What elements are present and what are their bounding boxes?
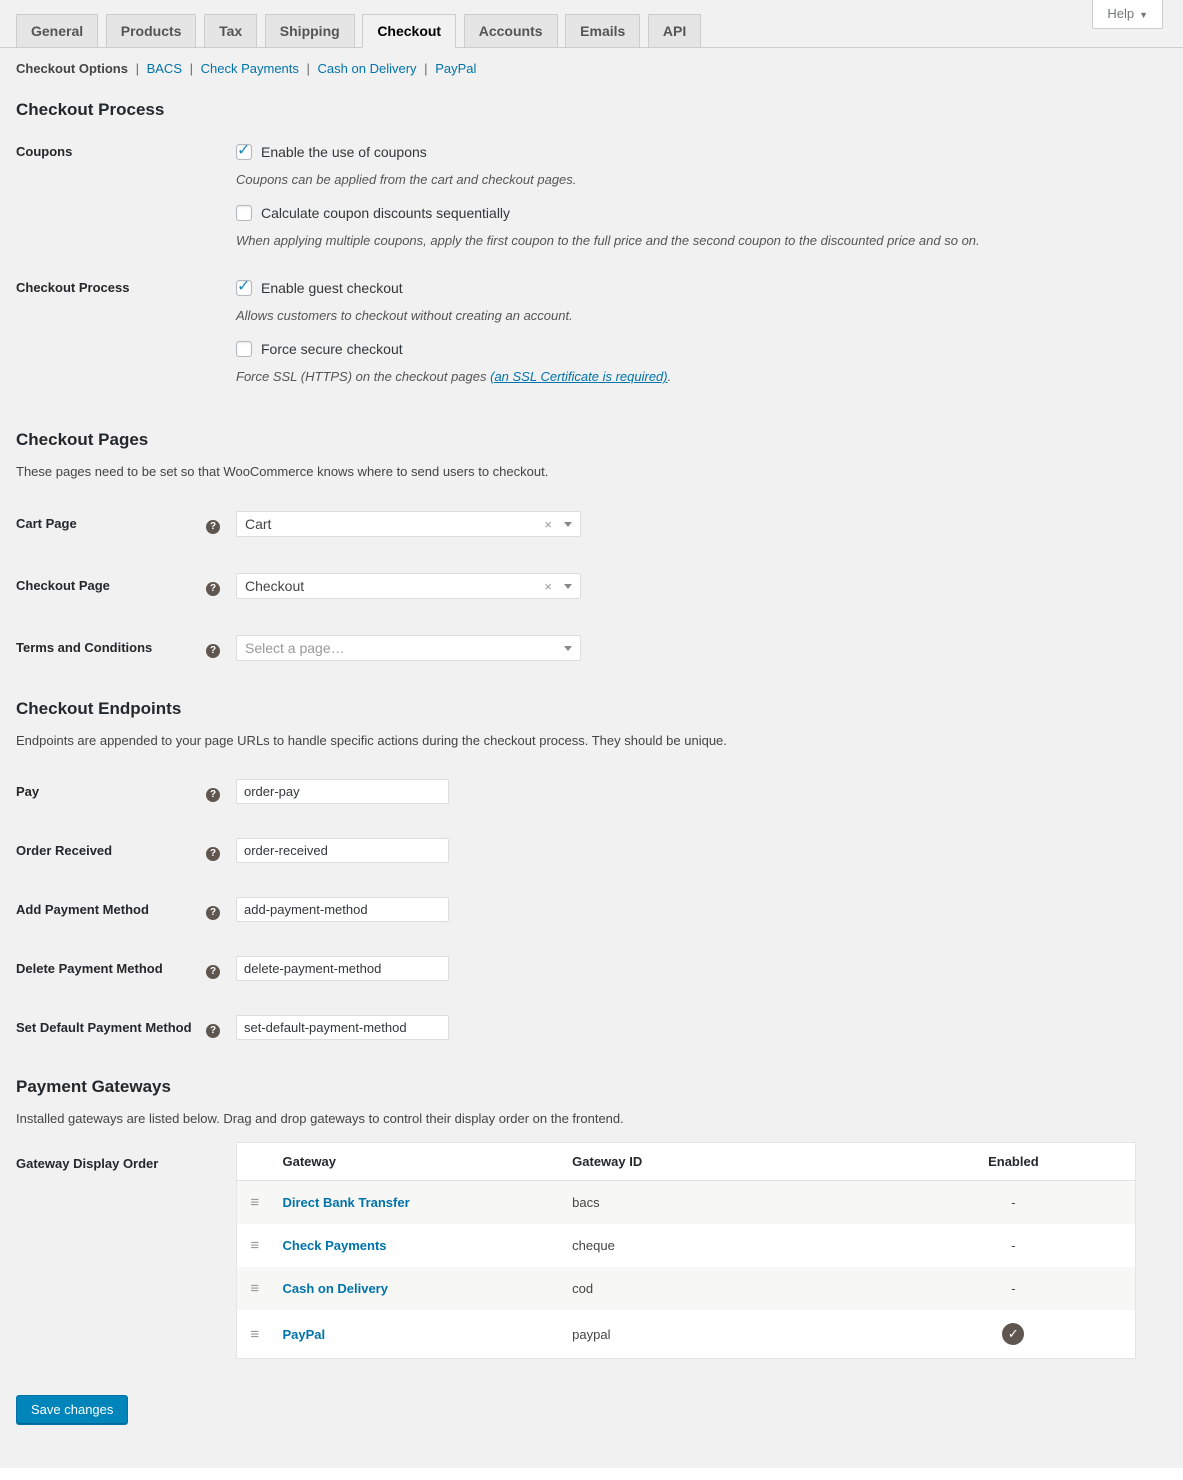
help-tip-icon[interactable]: ?: [206, 1024, 220, 1038]
delete-payment-method-endpoint-row: [0, 939, 1183, 998]
table-row-paypal: [237, 1310, 1136, 1359]
drag-handle-icon[interactable]: ≡: [250, 1194, 260, 1211]
help-tip-icon[interactable]: ?: [206, 788, 220, 802]
table-row-cheque: [237, 1224, 1136, 1267]
gateway-id-cheque: cheque: [572, 1238, 615, 1253]
subnav-cash-on-delivery[interactable]: Cash on Delivery: [317, 61, 417, 76]
subnav-checkout-options[interactable]: Checkout Options: [16, 61, 128, 76]
tab-emails[interactable]: Emails: [565, 14, 640, 48]
sequential-coupons-checkbox[interactable]: [236, 205, 252, 221]
drag-handle-icon[interactable]: ≡: [250, 1280, 260, 1297]
cart-page-select[interactable]: [236, 511, 581, 537]
add-payment-method-endpoint-label: Add Payment Method: [16, 902, 149, 917]
checkout-process-row: [0, 266, 1183, 402]
chevron-down-icon: [564, 584, 572, 589]
help-tip-icon[interactable]: ?: [206, 520, 220, 534]
gateway-link-paypal[interactable]: PayPal: [282, 1326, 326, 1342]
tab-api[interactable]: API: [648, 14, 701, 48]
pay-endpoint-label: Pay: [16, 784, 40, 799]
subnav-separator: |: [189, 61, 194, 76]
add-payment-method-endpoint-input[interactable]: [236, 897, 449, 922]
order-received-endpoint-input[interactable]: [236, 838, 449, 863]
checkout-subnav: [16, 61, 1167, 76]
gateway-id-paypal: paypal: [572, 1326, 611, 1342]
checkout-page-select[interactable]: [236, 573, 581, 599]
gateway-id-cod: cod: [562, 1267, 892, 1310]
enable-coupons-description: Coupons can be applied from the cart and checkout pages.: [236, 172, 577, 187]
subnav-paypal[interactable]: PayPal: [435, 61, 477, 76]
terms-page-placeholder: Select a page…: [245, 640, 345, 656]
subnav-separator: |: [135, 61, 139, 76]
table-row-cod: [237, 1267, 1136, 1310]
settings-tab-bar: [0, 0, 1183, 48]
delete-payment-method-endpoint-label: Delete Payment Method: [16, 961, 163, 976]
help-button[interactable]: [1092, 0, 1163, 29]
enabled-check-icon: ✓: [1002, 1323, 1024, 1345]
cart-page-row: [0, 493, 1183, 555]
help-tip-icon[interactable]: ?: [206, 847, 220, 861]
guest-checkout-checkbox[interactable]: [236, 280, 252, 296]
table-row-bacs: [237, 1181, 1136, 1225]
subnav-separator: |: [424, 61, 428, 76]
set-default-payment-method-endpoint-label: Set Default Payment Method: [16, 1020, 192, 1035]
help-spacer: [206, 280, 236, 281]
gateways-table: [236, 1142, 1136, 1359]
chevron-down-icon: [564, 646, 572, 651]
help-label: Help: [1107, 6, 1135, 21]
help-spacer: [206, 144, 236, 145]
payment-gateways-description: Installed gateways are listed below. Drag and drop gateways to control their display order on the frontend.: [16, 1111, 624, 1126]
checkout-pages-description: These pages need to be set so that WooCommerce knows where to send users to checkout.: [16, 464, 549, 479]
enabled-status: -: [1011, 1238, 1016, 1253]
ssl-certificate-link[interactable]: (an SSL Certificate is required): [490, 369, 668, 384]
checkout-pages-title: Checkout Pages: [16, 430, 149, 449]
pay-endpoint-row: [0, 762, 1183, 821]
clear-icon[interactable]: ×: [544, 578, 552, 594]
checkout-process-title: Checkout Process: [16, 100, 165, 119]
enable-coupons-checkbox[interactable]: [236, 144, 252, 160]
bottom-strip: [0, 1468, 1183, 1480]
terms-page-row: [0, 617, 1183, 679]
help-tip-icon[interactable]: ?: [206, 644, 220, 658]
secure-checkout-checkbox[interactable]: [236, 341, 252, 357]
terms-page-select[interactable]: [236, 635, 581, 661]
enabled-status: -: [1011, 1281, 1016, 1296]
guest-checkout-description: Allows customers to checkout without creating an account.: [236, 308, 573, 323]
drag-handle-icon[interactable]: ≡: [250, 1237, 260, 1254]
coupons-label: Coupons: [16, 144, 73, 159]
checkout-page-row: [0, 555, 1183, 617]
help-tip-icon[interactable]: ?: [206, 582, 220, 596]
subnav-separator: |: [306, 61, 310, 76]
gateway-link-direct-bank-transfer[interactable]: Direct Bank Transfer: [282, 1195, 410, 1210]
tab-general[interactable]: General: [16, 14, 98, 48]
sequential-coupons-label[interactable]: Calculate coupon discounts sequentially: [261, 205, 511, 221]
help-tip-icon[interactable]: ?: [206, 906, 220, 920]
checkout-page-value: Checkout: [245, 578, 305, 594]
tab-shipping[interactable]: Shipping: [265, 14, 355, 48]
cart-page-label: Cart Page: [16, 516, 77, 531]
guest-checkout-label[interactable]: Enable guest checkout: [261, 280, 403, 296]
help-tip-icon[interactable]: ?: [206, 965, 220, 979]
payment-gateways-title: Payment Gateways: [16, 1077, 171, 1096]
order-received-endpoint-row: [0, 821, 1183, 880]
checkout-endpoints-description: Endpoints are appended to your page URLs to handle specific actions during the checkout process. They should be unique.: [16, 733, 727, 748]
coupons-row: [0, 120, 1183, 266]
secure-checkout-label[interactable]: Force secure checkout: [261, 341, 403, 357]
secure-checkout-desc-end: .: [667, 369, 672, 384]
clear-icon[interactable]: ×: [544, 516, 552, 532]
checkout-process-label: Checkout Process: [16, 280, 130, 295]
delete-payment-method-endpoint-input[interactable]: [236, 956, 449, 981]
check-icon: ✓: [237, 142, 251, 159]
tab-checkout[interactable]: Checkout: [362, 14, 456, 48]
subnav-bacs[interactable]: BACS: [146, 61, 182, 76]
secure-checkout-description: [236, 369, 1183, 384]
tab-products[interactable]: Products: [106, 14, 197, 48]
add-payment-method-endpoint-row: [0, 880, 1183, 939]
checkout-endpoints-title: Checkout Endpoints: [16, 699, 182, 718]
save-changes-button[interactable]: Save changes: [16, 1395, 128, 1425]
chevron-down-icon: [564, 522, 572, 527]
cart-page-value: Cart: [245, 516, 272, 532]
gateway-display-order-row: [0, 1126, 1183, 1359]
help-spacer: [206, 1142, 236, 1143]
gateways-header-row: [237, 1143, 1136, 1181]
sequential-coupons-description: When applying multiple coupons, apply the first coupon to the full price and the second coupon to the discounted price and so on.: [236, 233, 980, 248]
enabled-column-header: Enabled: [892, 1143, 1136, 1181]
enabled-status: -: [1011, 1195, 1016, 1210]
check-icon: ✓: [237, 278, 251, 295]
drag-handle-icon[interactable]: ≡: [250, 1325, 260, 1343]
gateway-id-bacs: bacs: [562, 1181, 892, 1225]
subnav-check-payments[interactable]: Check Payments: [200, 61, 299, 76]
gateway-column-header: Gateway: [272, 1143, 562, 1181]
set-default-payment-method-endpoint-input[interactable]: [236, 1015, 449, 1040]
chevron-down-icon: ▼: [1139, 10, 1148, 20]
pay-endpoint-input[interactable]: [236, 779, 449, 804]
set-default-payment-method-endpoint-row: [0, 998, 1183, 1057]
order-received-endpoint-label: Order Received: [16, 843, 113, 858]
gateway-link-check-payments[interactable]: Check Payments: [282, 1238, 387, 1253]
gateway-link-cash-on-delivery[interactable]: Cash on Delivery: [282, 1281, 388, 1296]
enable-coupons-label[interactable]: Enable the use of coupons: [261, 144, 427, 160]
terms-page-label: Terms and Conditions: [16, 640, 153, 655]
checkout-page-label: Checkout Page: [16, 578, 110, 593]
handle-column-header: [237, 1143, 273, 1181]
gateway-display-order-label: Gateway Display Order: [16, 1156, 159, 1171]
gateway-id-column-header: Gateway ID: [562, 1143, 892, 1181]
tab-tax[interactable]: Tax: [204, 14, 257, 48]
tab-accounts[interactable]: Accounts: [464, 14, 558, 48]
secure-checkout-desc-text: Force SSL (HTTPS) on the checkout pages: [236, 369, 491, 384]
